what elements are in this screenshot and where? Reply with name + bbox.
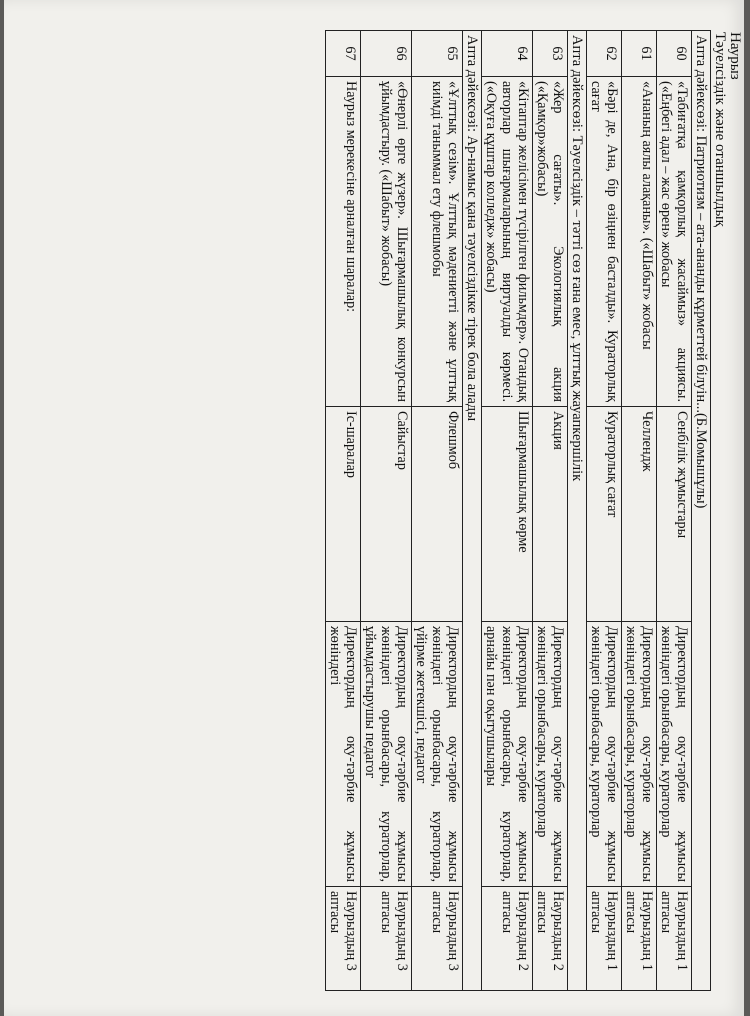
form-cell: Кураторлық сағат [587,407,622,622]
date-cell: Наурыздың 1 аптасы [657,887,692,991]
form-cell: Флешмоб [412,407,463,622]
date-cell: Наурыздың 2 аптасы [482,887,533,991]
row-number: 60 [657,31,692,77]
event-cell: «Ананың аялы алақаны». («Шабыт» жобасы [622,77,657,407]
event-cell: «Бәрі де, Ана, бір өзіңнен басталды». Кураторлық сағат [587,77,622,407]
date-cell: Наурыздың 1 аптасы [587,887,622,991]
theme-row [692,31,711,991]
rotated-page-content [9,8,749,1008]
section-title: Тәуелсіздік және отаншылдық [712,32,728,227]
row-number: 63 [533,31,568,77]
month-heading: Наурыз [727,32,743,80]
form-cell: Шығармашылық көрме [482,407,533,622]
document-page [4,0,744,1016]
table-row [361,31,412,991]
table-row [657,31,692,991]
responsible-cell: Директордың оқу-тәрбие жұмысы жөніндегі орынбасары, кураторлар, үйірме жетекшісі, педагог [412,622,463,887]
row-number: 65 [412,31,463,77]
event-cell: Наурыз мерекесіне арналған шаралар: [326,77,361,407]
responsible-cell: Директордың оқу-тәрбие жұмысы жөніндегі орынбасары, кураторлар, арнайы пән оқытушылары [482,622,533,887]
event-cell: «Табиғатқа қамқорлық жасаймыз» акциясы. («Еңбегі адал – жас өрен» жобасы [657,77,692,407]
row-number: 67 [326,31,361,77]
theme-row [463,31,482,991]
table-row [412,31,463,991]
event-cell: «Жер сағаты». Экологиялық акция («Қамқор»жобасы) [533,77,568,407]
date-cell: Наурыздың 3 аптасы [361,887,412,991]
responsible-cell: Директордың оқу-тәрбие жұмысы жөніндегі орынбасары, кураторлар [533,622,568,887]
event-cell: «Кітаптар желісімен түсірілген фильмдер». Отандық авторлар шығармаларының виртуалды көрмесі. («Оқуға құштар колледж» жобасы) [482,77,533,407]
form-cell: Акция [533,407,568,622]
row-number: 66 [361,31,412,77]
date-cell: Наурыздың 1 аптасы [622,887,657,991]
plan-table [325,30,711,991]
date-cell: Наурыздың 3 аптасы [412,887,463,991]
date-cell: Наурыздың 2 аптасы [533,887,568,991]
table-row [533,31,568,991]
week-quote: Апта дәйексөзі: Ар-намыс қана тәуелсіздікке тірек бола алады [463,31,482,991]
row-number: 64 [482,31,533,77]
week-quote: Апта дәйексөзі: Патриотизм – ата-ананды құрметтей білуін...(Б.Момышұлы) [692,31,711,991]
week-quote: Апта дәйексөзі: Тәуелсіздік – тәтті сөз ғана емес, ұлттық жауапкершілік [568,31,587,991]
event-cell: «Өнерлі өрге жүзер». Шығармашылық конкурсын ұйымдастыру. («Шабыт» жобасы) [361,77,412,407]
form-cell: Сенбілік жұмыстары [657,407,692,622]
table-row [482,31,533,991]
responsible-cell: Директордың оқу-тәрбие жұмысы жөніндегі орынбасары, кураторлар, ұйымдастырушы педагог [361,622,412,887]
responsible-cell: Директордың оқу-тәрбие жұмысы жөніндегі орынбасары, кураторлар [622,622,657,887]
table-row [587,31,622,991]
event-cell: «Ұлттық сезім». Ұлттық мәдениетті және ұлттық киімді таныммал ету флешмобы [412,77,463,407]
form-cell: Сайыстар [361,407,412,622]
row-number: 61 [622,31,657,77]
responsible-cell: Директордың оқу-тәрбие жұмысы жөніндегі [326,622,361,887]
theme-row [568,31,587,991]
table-row [622,31,657,991]
row-number: 62 [587,31,622,77]
form-cell: Іс-шаралар [326,407,361,622]
form-cell: Челлендж [622,407,657,622]
responsible-cell: Директордың оқу-тәрбие жұмысы жөніндегі орынбасары, кураторлар [587,622,622,887]
responsible-cell: Директордың оқу-тәрбие жұмысы жөніндегі орынбасары, кураторлар [657,622,692,887]
date-cell: Наурыздың 3 аптасы [326,887,361,991]
table-row [326,31,361,991]
